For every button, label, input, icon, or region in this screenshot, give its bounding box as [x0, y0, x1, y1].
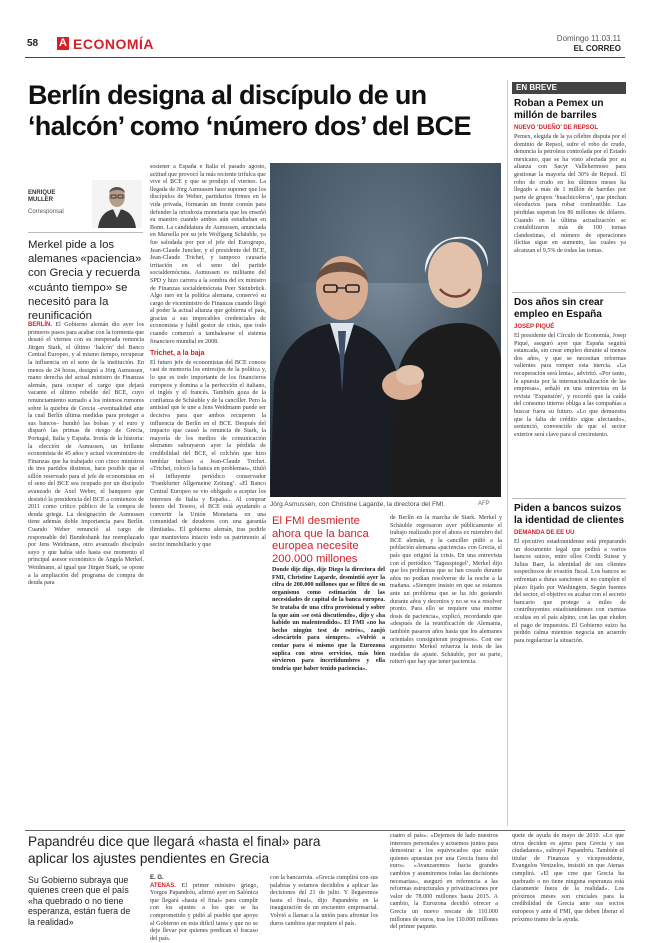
header-rule — [25, 57, 625, 58]
bottom-col1-text: El primer ministro griego, Yorgos Papandréu, afirmó ayer en Salónica que llegará «hasta el final» para cumplir con los ajustes a los que se ha comprometido y pidió al pueblo que apoye al Gobierno en esta difícil tarea y que no se deje llevar por quienes predican el fracaso del país. — [150, 882, 258, 942]
main-body-col4 — [390, 515, 502, 826]
col2-text2: El futuro jefe de economistas del BCE conoce casi de memoria los entresijos de la política y, lo que es todo importante de los financieros europeos y domina a la perfección el italiano, el inglés y el francés. También goza de la confianza de Schäuble y de la canciller. Pero la amistad que le une a Jens Weidmann puede ser decisiva para que ambos recuperen la influencia de Berlín en el BCE. Después del impacto que causó la renuncia de Stark, la mayoría de los medios de comunicación alemanes subrayaron ayer la pérdida de credibilidad del BCE, el colchón que hizo temblar incluso a Jean-Claude Trichet. «Trichet, colocó la banca en problemas», tituló el influyente periódico conservador ‘Frankfurter Allgemeine Zeitung’. «El Banco Central Europeo se vio obligado a aceptar los intereses de Italia y España... Al comprar bonos del Tesoro, el BCE está ayudando a convertir la Unión Monetaria en una comunidad de deudores con una garantía ilimitada». El gobierno alemán, tras pedirle que mantuviera intacto todo su patrimonio al sector inmobiliario y que — [150, 359, 266, 549]
newspaper-name: EL CORREO — [573, 44, 621, 53]
issue-date: Domingo 11.03.11 — [556, 34, 621, 43]
pull-quote-line3: europea necesite — [272, 540, 359, 553]
pull-quote — [272, 515, 387, 565]
col3-text: Donde dije digo, dije Diego la directora del FMI, Christine Lagarde, desmintió ayer la cifra de 200.000 millones que se filtró de su organismo como estimación de las necesidades de capital de la banca europea. Se trataba de una cifra provisional y sobre la que aún «se está discutiendo», dijo y «ha habido un malentendido». El FMI «no ha hecho ningún test de estrés», zanjó «descártelo para siempre». «Volvió a contar para si mismo que la Eurozona suplica con otros servicios, más bien sirvieron para incertidumbres y ella tendría que haber tenido paciencia». — [272, 567, 385, 672]
col1-text: El Gobierno alemán dio ayer los primeros pasos para acabar con la tormenta que desató el viernes con su inesperada renuncia Jürgen Stark, el último ‘halcón’ del Banco Central Europeo, y al mismo tiempo, recuperar la influencia en el seno de la institución. En menos de 24 horas, designó a Jörg Asmussen, mano derecha del actual ministro de Finanzas alemán, para ocupar el cargo que dejará vacante el último rebelde del BCE, cuyo renunciamiento sumado a los intensos rumores sobre la quiebra de Grecia –eventualidad ante la cual Berlín última medidas para proteger a sus bancos– hundió las bolsas y el euro y disparó las primas de riesgo de Grecia, Portugal, Italia y España. Ironía de la historia: la elección de Asmussen, un brillante economista de 45 años y actual viceministro de Finanzas que ha trabajado con cinco ministros de tres partidos distintos, hace posible que el sillón reservado para el jefe de economistas en el seno del BCE sea ocupado por un discípulo avanzado de Axel Weber, el banquero que desistió la presidencia del BCE a comienzos de 2011 como crítico público de la compra de deuda griega. La designación de Asmussen tiene además doble importancia para Berlín. Cuando Weber renunció al cargo de responsable del Bundesbank fue reemplazado por Jens Weidmann, otro avanzado discípulo suyo y que había sido hasta ese momento el principal asesor económico de Angela Merkel. Weidmann, al igual que Jürgen Stark, se opone a la ampliación del programa de compra de deuda para — [28, 322, 144, 587]
dateline: BERLÍN. — [28, 322, 52, 328]
bottom-body-col4: quete de ayuda de mayo de 2010. «Lo que otros deciden es ajeno para Grecia y sus ciudadanos», subrayó Papandréu. También el titular de Finanzas y vicepresidente, Evangelos Venizelos, insistió en que Atenas cumplirá. «El que cree que Grecia ha quebrado o no tiene ninguna esperanza está claramente fuera de la realidad». Los próximos meses son cruciales para la credibilidad de Grecia ante sus socios europeos y ante el FMI, que deben liberar el próximo tramo de la ayuda. — [512, 833, 624, 923]
sidebar-item3-title: Piden a bancos suizos la identidad de clientes — [514, 503, 625, 526]
main-headline-line1: Berlín designa al discípulo de un — [28, 80, 427, 110]
bottom-body-col1 — [150, 875, 258, 942]
sidebar-header — [512, 82, 626, 94]
main-photo — [270, 163, 501, 497]
sidebar-item3-text: El ejecutivo estadounidense está preparando un documento legal que pedirá a varios bancos suizos, entre ellos Credit Suisse y Julius Baer, la identidad de sus clientes sospechosos de evasión fiscal. Los bancos se enfrentan a duras sanciones si no cumplen el plazo fijado por Washington. Según fuentes del sector, el objetivo es acabar con el secreto bancario que protege a miles de contribuyentes estadounidenses con cuentas ocultas en el país alpino, con las que eluden el pago de impuestos. El Gobierno suizo ha pedido calma mientras negocia un acuerdo para regularizar la situación. — [514, 539, 626, 644]
col2-text: sostener a España e Italia el pasado agosto, actitud que provocó la más reciente trifulca que vive el BCE y que se produjo el viernes. La llegada de Jörg Asmussen hace suponer que los discípulos de Weber, partidarios firmes en la vida privada, formarán un frente común para defender la ortodoxia monetaria que les enseñó su maestro cuando ambos aún estudiaban en Bonn. La candidatura de Asmussen, anunciada en Marsella por su jefe Wolfgang Schäuble, ya fue saludada por por el jefe del Eurogrupo, Jean-Claude Juncker, y el presidente del BCE, Jean-Claude Trichet, y tampoco causaría irritación en el seno del partido socialdemócrata. Asmussen es militante del SPD y hizo carrera a la sombra del ex ministro de Finanzas socialdemócrata Peer Steinbrück. Algo raro en la política alemana, conservó su cargo de viceministro de Finanzas cuando llegó al poder la actual alianza que gobierna el país, gracias a sus impecables credenciales de economista y hábil gestor de crisis, que todo cuando comenzó a tambalearse el sistema financiero mundial en 2008. — [150, 164, 266, 345]
author-name: ENRIQUE MULLER — [28, 190, 56, 203]
author-portrait — [92, 180, 142, 228]
section-title: ECONOMÍA — [73, 36, 154, 52]
bottom-headline-line2: aplicar los ajustes pendientes en Grecia — [28, 851, 270, 866]
main-body-col3 — [272, 567, 385, 826]
pull-quote-line4: 200.000 millones — [272, 552, 358, 565]
main-headline-line2: ‘halcón’ como ‘número dos’ del BCE — [28, 111, 471, 141]
main-body-col2 — [150, 164, 266, 826]
pull-quote-line2: ahora que la banca — [272, 527, 369, 540]
sidebar-rule2 — [512, 498, 626, 499]
byline-rule — [28, 232, 143, 233]
bottom-story-rule — [25, 830, 625, 831]
photo-caption: Jörg Asmussen, con Christine Lagarde, la directora del FMI. — [270, 501, 446, 508]
sidebar-divider — [507, 80, 508, 826]
sidebar-item1-title: Roban a Pemex un millón de barriles — [514, 98, 604, 121]
photo-credit: AFP — [478, 501, 490, 507]
sidebar-item1-text: Pemex, elegida de la ya célebre disputa por el dominio de Repsol, sufre el robo de crudo, denuncia la petrolera controlada por el Estado mexicano, que se ha visto afectada por su alianza con Sacyr Vallehermoso para gestionar la mayoría del 30% de Repsol. El robo de crudo en los últimos meses ha llegado a más de 1 millón de barriles por parte de grupos ‘huachicoleros’, que pinchan oleoductos para robar combustible. Las pérdidas superan los 86 millones de dólares. Cuando en la última actualización se contabilizaron más de 100 tomas clandestinas, el número de operaciones ilícitas sigue en aumento, las cuales ya alcanzan el 9,5% de todas las tomas. — [514, 134, 627, 254]
sidebar-item2-kicker: JOSEP PIQUÉ — [514, 324, 555, 330]
bottom-dateline: ATENAS. — [150, 882, 176, 889]
author-role: Corresponsal — [28, 209, 64, 215]
pull-quote-line1: El FMI desmiente — [272, 515, 360, 527]
sidebar-item3-kicker: DEMANDA DE EE UU — [514, 530, 575, 536]
col4-text: de Berlín en la marcha de Stark. Merkel y Schäuble regresaron ayer públicamente el trabajo realizado por el ahora ex miembro del BCE alemán, y la canciller pidió a la población alemana «paciencia» con Grecia, el país que originó la crisis. En una entrevista con el periódico ‘Tagesspiegel’, Merkel dijo que los problemas que se han creado durante años no podían resolverse de la noche a la mañana. «Siempre insisto en que se estamos ante un problema que se ha ido gestando durante años y decenios y no se va a resolver pronto. Para ello se requiere una enorme dosis de paciencia», explicó, recordando que «después de la reunificación de Alemania, también pasaron años hasta que los alemanes orientales consiguieran progresos». Con ese argumento Merkel refuerza la tesis de las medidas de ajuste. Schäuble, por su parte, reiteró que hay que tener paciencia. — [390, 515, 502, 666]
bottom-headline-line1: Papandréu dice que llegará «hasta el final» para — [28, 834, 321, 849]
sidebar-item2-title: Dos años sin crear empleo en España — [514, 297, 604, 320]
main-subhead: Merkel pide a los alemanes «paciencia» con Grecia y recuerda «cuánto tiempo» se necesitó para la reunificación — [28, 239, 142, 323]
main-body-col1 — [28, 322, 144, 826]
bottom-body-col3: cuatro el país». «Dejemos de lado nuestros intereses personales y actuemos juntos para demostrar a los equivocados que están quienes apuestan por una Grecia fuera del euro». «Avanzaremos hacia grandes cambios y asumiremos todas las decisiones necesarias», aseguró en referencia a las reformas estructurales y privatizaciones por valor de 78.000 millones hasta 2015. A cambio, la Eurozona decidió ofrecer a Grecia un nuevo rescate de 110.000 millones de euros, tras los 110.000 millones del primer paquete. — [390, 833, 498, 931]
sidebar-header-label: EN BREVE — [516, 83, 557, 92]
page-number: 58 — [27, 38, 39, 49]
section-badge: A — [57, 37, 69, 50]
col2-subtitle: Trichet, a la baja — [150, 350, 205, 358]
main-headline — [28, 80, 508, 142]
bottom-body-col2: con la bancarrota. «Grecia cumplirá con sus palabras y estamos decididos a aplicar las decisiones del 21 de julio. Y llegaremos hasta el final», dijo Papandréu en la inauguración de un encuentro empresarial. Volvió a llamar a la unión para afrontar los duros cambios que requiere el país. — [270, 875, 378, 927]
bottom-subhead: Su Gobierno subraya que quienes creen que el país «ha quebrado o no tiene esperanza, están fuera de la realidad» — [28, 875, 131, 927]
sidebar-rule1 — [512, 292, 626, 293]
sidebar-item2-text: El presidente del Círculo de Economía, Josep Piqué, aseguró ayer que España seguirá estancada, sin crear empleo durante al menos dos años, y que se necesitan reformas valientes para romper esta inercia. «La recuperación será lenta», advirtió. «Por tanto, le apuesta por la internacionalización de las empresas», señaló en una entrevista en la revista ‘Expansión’, y recordó que la caída del consumo interno obliga a las compañías a buscar fuera su futuro. «Lo que demuestra que la falta de crédito sigue afectando», sentenció, convencido de que el sector exterior será clave para el crecimiento. — [514, 333, 626, 438]
author-byline — [28, 180, 143, 232]
bottom-author: E. G. — [150, 875, 164, 881]
sidebar-item1-kicker: NUEVO ‘DUEÑO’ DE REPSOL — [514, 125, 599, 131]
